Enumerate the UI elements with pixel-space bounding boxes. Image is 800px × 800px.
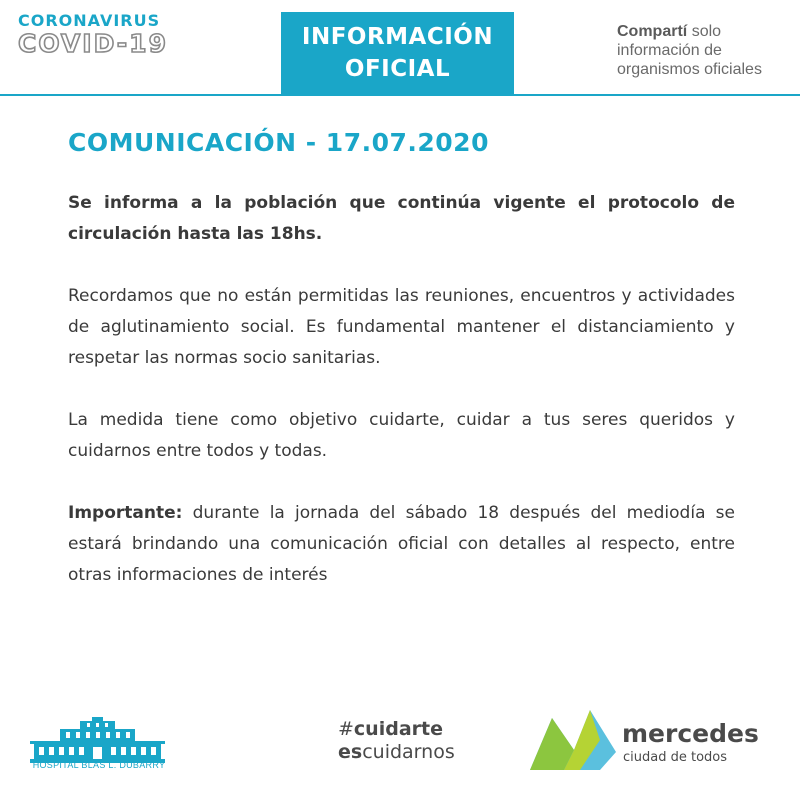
official-line1: INFORMACIÓN (301, 24, 494, 50)
hashtag-campaign (338, 718, 455, 764)
official-info-box (281, 12, 514, 94)
share-rest: solo (691, 23, 722, 40)
hospital-name: HOSPITAL BLAS L. DUBARRY (32, 760, 166, 770)
lead-paragraph: Se informa a la población que continúa vigente el protocolo de circulación hasta las 18hs. (68, 193, 735, 244)
paragraph-2: Recordamos que no están permitidas las reuniones, encuentros y actividades de aglutinamiento social. Es fundamental mantener el distanciamiento y respetar las normas socio sanitarias. (68, 286, 735, 368)
city-tagline: ciudad de todos (623, 750, 728, 765)
communication-title: COMUNICACIÓN - 17.07.2020 (68, 128, 489, 157)
paragraph-3: La medida tiene como objetivo cuidarte, cuidar a tus seres queridos y cuidarnos entre todos y todas. (68, 410, 735, 461)
hashtag-cuidarnos: cuidarnos (362, 741, 455, 763)
share-notice (617, 22, 797, 79)
header (0, 0, 800, 96)
mercedes-logo-icon (530, 710, 616, 770)
covid19-label: COVID-19 (18, 29, 168, 58)
header-divider (0, 94, 800, 96)
hashtag-cuidarte: cuidarte (353, 718, 443, 740)
hashtag-symbol: # (338, 718, 354, 740)
footer (0, 700, 800, 800)
communication-body (68, 188, 735, 622)
share-bold: Compartí (617, 23, 688, 40)
important-label: Importante: (68, 503, 183, 523)
share-line2: información de (617, 42, 722, 59)
important-text: durante la jornada del sábado 18 después del mediodía se estará brindando una comunicación oficial con detalles al respecto, entre otras informaciones de interés (68, 503, 735, 585)
important-paragraph (68, 498, 735, 591)
official-line2: OFICIAL (344, 56, 451, 82)
hashtag-es: es (338, 741, 363, 763)
covid-badge (18, 12, 168, 58)
city-name: mercedes (622, 719, 759, 748)
share-line3: organismos oficiales (617, 61, 762, 78)
coronavirus-label: CORONAVIRUS (18, 11, 161, 30)
